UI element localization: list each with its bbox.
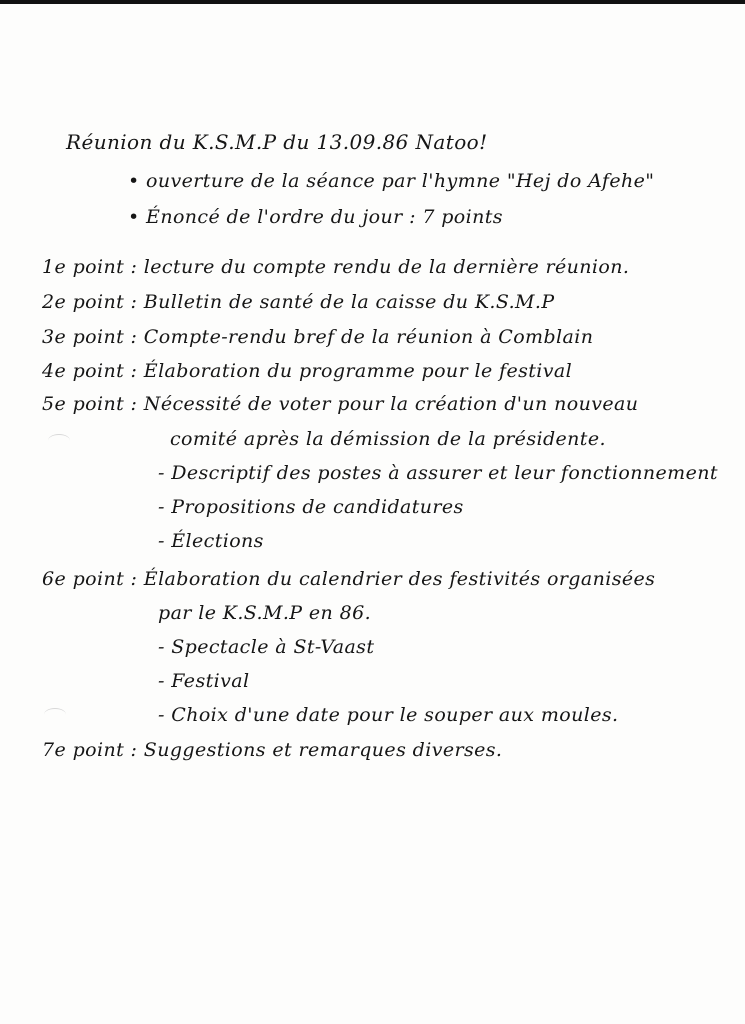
agenda-subitem: - Spectacle à St-Vaast: [158, 636, 375, 658]
agenda-subitem: - Descriptif des postes à assurer et leur fonctionnement: [158, 462, 718, 484]
agenda-subitem: - Propositions de candidatures: [158, 496, 464, 518]
handwritten-page: [0, 4, 745, 1024]
punch-hole-mark: [48, 434, 70, 447]
agenda-subitem: - Choix d'une date pour le souper aux moules.: [158, 704, 619, 726]
punch-hole-mark: [44, 708, 66, 721]
meeting-heading: Réunion du K.S.M.P du 13.09.86 Natoo!: [66, 130, 488, 154]
agenda-point-3: 3e point : Compte-rendu bref de la réunion à Comblain: [42, 326, 594, 348]
agenda-point-1: 1e point : lecture du compte rendu de la dernière réunion.: [42, 256, 630, 278]
agenda-point-2: 2e point : Bulletin de santé de la caisse du K.S.M.P: [42, 291, 555, 313]
bullet-agenda: • Énoncé de l'ordre du jour : 7 points: [128, 206, 503, 228]
agenda-point-6: 6e point : Élaboration du calendrier des festivités organisées: [42, 568, 656, 590]
bullet-opening: • ouverture de la séance par l'hymne "Hej do Afehe": [128, 170, 655, 192]
agenda-point-5: 5e point : Nécessité de voter pour la création d'un nouveau: [42, 393, 639, 415]
agenda-point-6-continued: par le K.S.M.P en 86.: [158, 602, 372, 624]
agenda-point-5-continued: comité après la démission de la présidente.: [170, 428, 606, 450]
agenda-subitem: - Élections: [158, 530, 264, 552]
agenda-point-4: 4e point : Élaboration du programme pour le festival: [42, 360, 573, 382]
agenda-point-7: 7e point : Suggestions et remarques diverses.: [42, 739, 503, 761]
agenda-subitem: - Festival: [158, 670, 250, 692]
